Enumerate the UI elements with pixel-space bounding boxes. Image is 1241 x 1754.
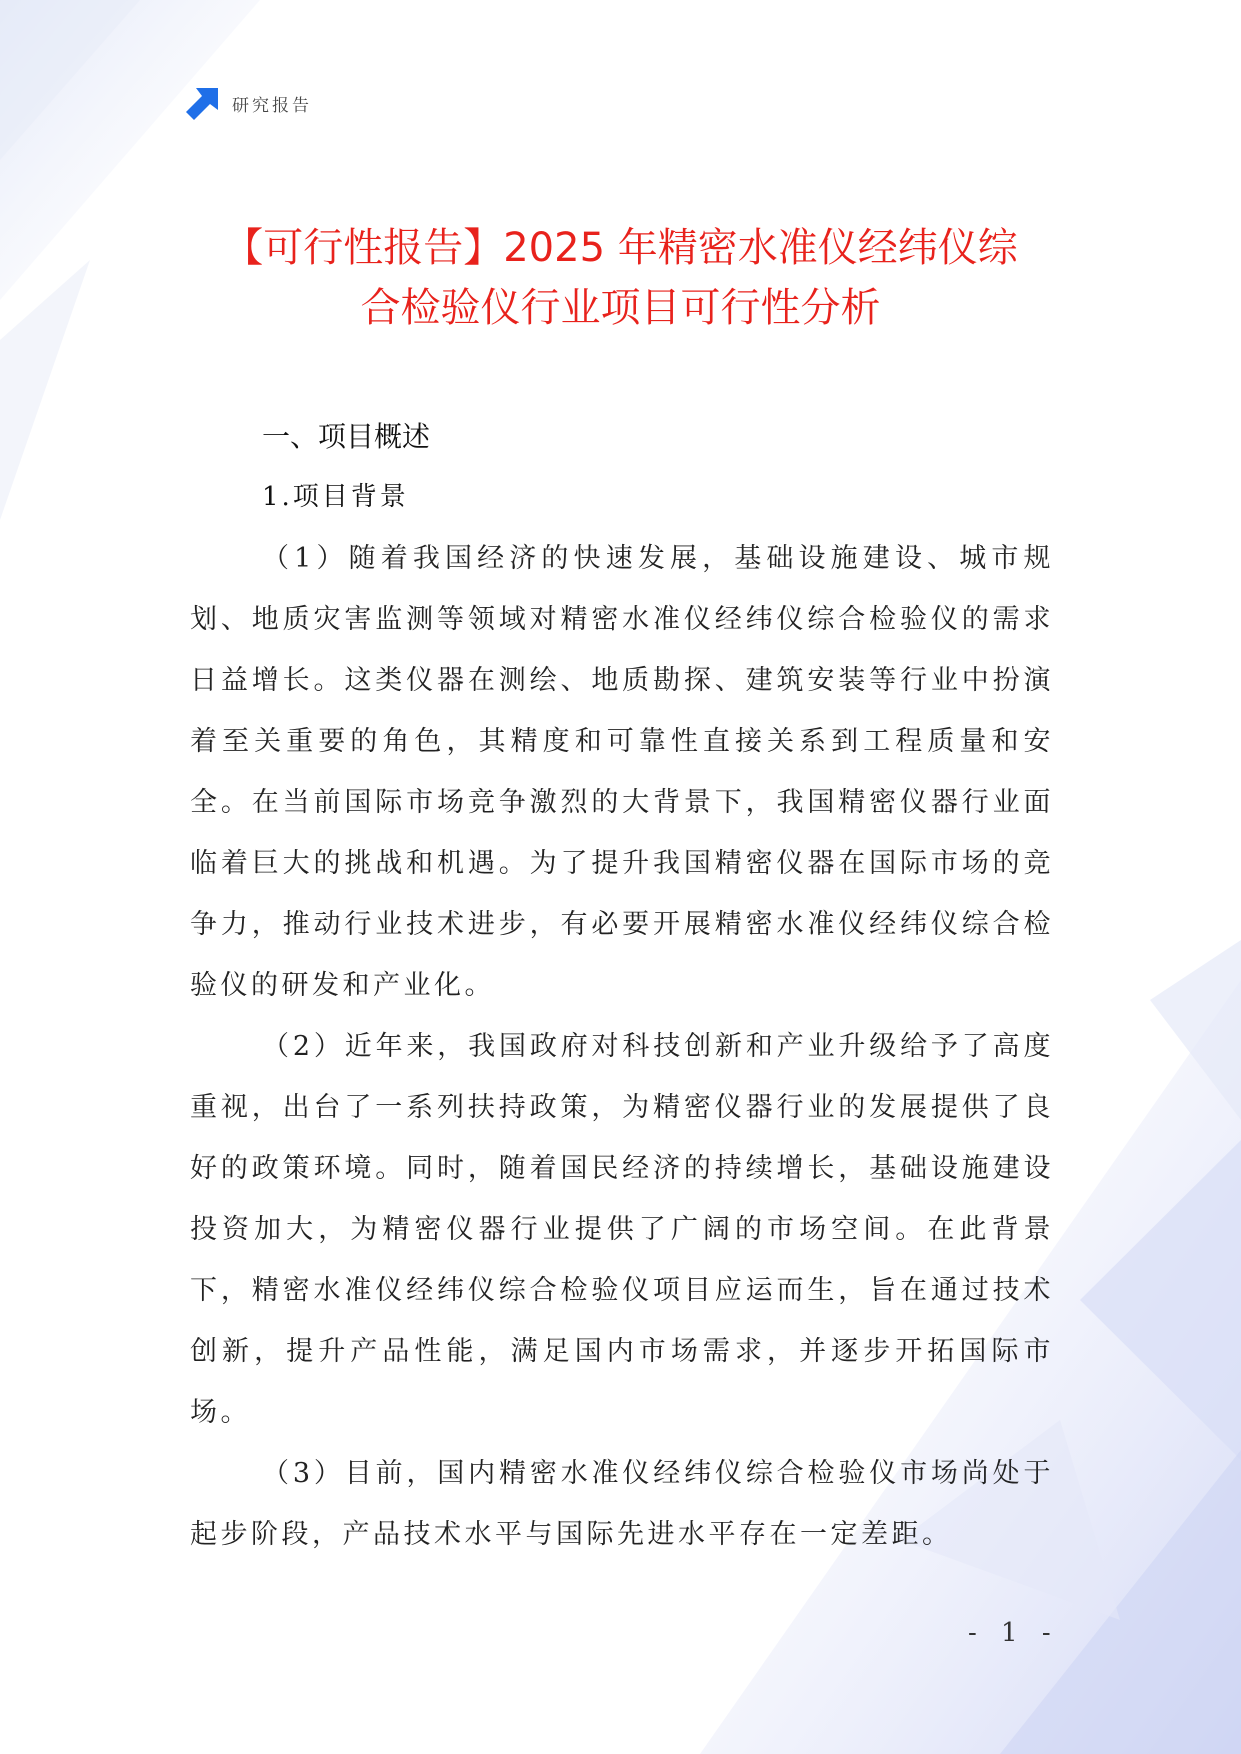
header-brand: 研究报告 [232, 95, 312, 116]
arrow-up-right-icon [186, 86, 220, 120]
subsection-heading: 1.项目背景 [262, 482, 409, 512]
report-header [186, 86, 312, 120]
document-body [190, 408, 1054, 1565]
paragraph: （2）近年来，我国政府对科技创新和产业升级给予了高度重视，出台了一系列扶持政策，为精密仪器行业的发展提供了良好的政策环境。同时，随着国民经济的持续增长，基础设施建设投资加大，为精密仪器行业提供了广阔的市场空间。在此背景下，精密水准仪经纬仪综合检验仪项目应运而生，旨在通过技术创新，提升产品性能，满足国内市场需求，并逐步开拓国际市场。 [190, 1031, 1054, 1428]
page-number: - 1 - [968, 1618, 1059, 1648]
paragraph: （1）随着我国经济的快速发展，基础设施建设、城市规划、地质灾害监测等领域对精密水准仪经纬仪综合检验仪的需求日益增长。这类仪器在测绘、地质勘探、建筑安装等行业中扮演着至关重要的角色，其精度和可靠性直接关系到工程质量和安全。在当前国际市场竞争激烈的大背景下，我国精密仪器行业面临着巨大的挑战和机遇。为了提升我国精密仪器在国际市场的竞争力，推动行业技术进步，有必要开展精密水准仪经纬仪综合检验仪的研发和产业化。 [190, 543, 1054, 1001]
title-line-1: 【可行性报告】2025 年精密水准仪经纬仪综 [223, 225, 1018, 271]
paragraph: （3）目前，国内精密水准仪经纬仪综合检验仪市场尚处于起步阶段，产品技术水平与国际先进水平存在一定差距。 [190, 1458, 1054, 1550]
section-heading: 一、项目概述 [262, 420, 431, 453]
title-line-2: 合检验仪行业项目可行性分析 [360, 285, 881, 331]
document-title [150, 218, 1091, 338]
